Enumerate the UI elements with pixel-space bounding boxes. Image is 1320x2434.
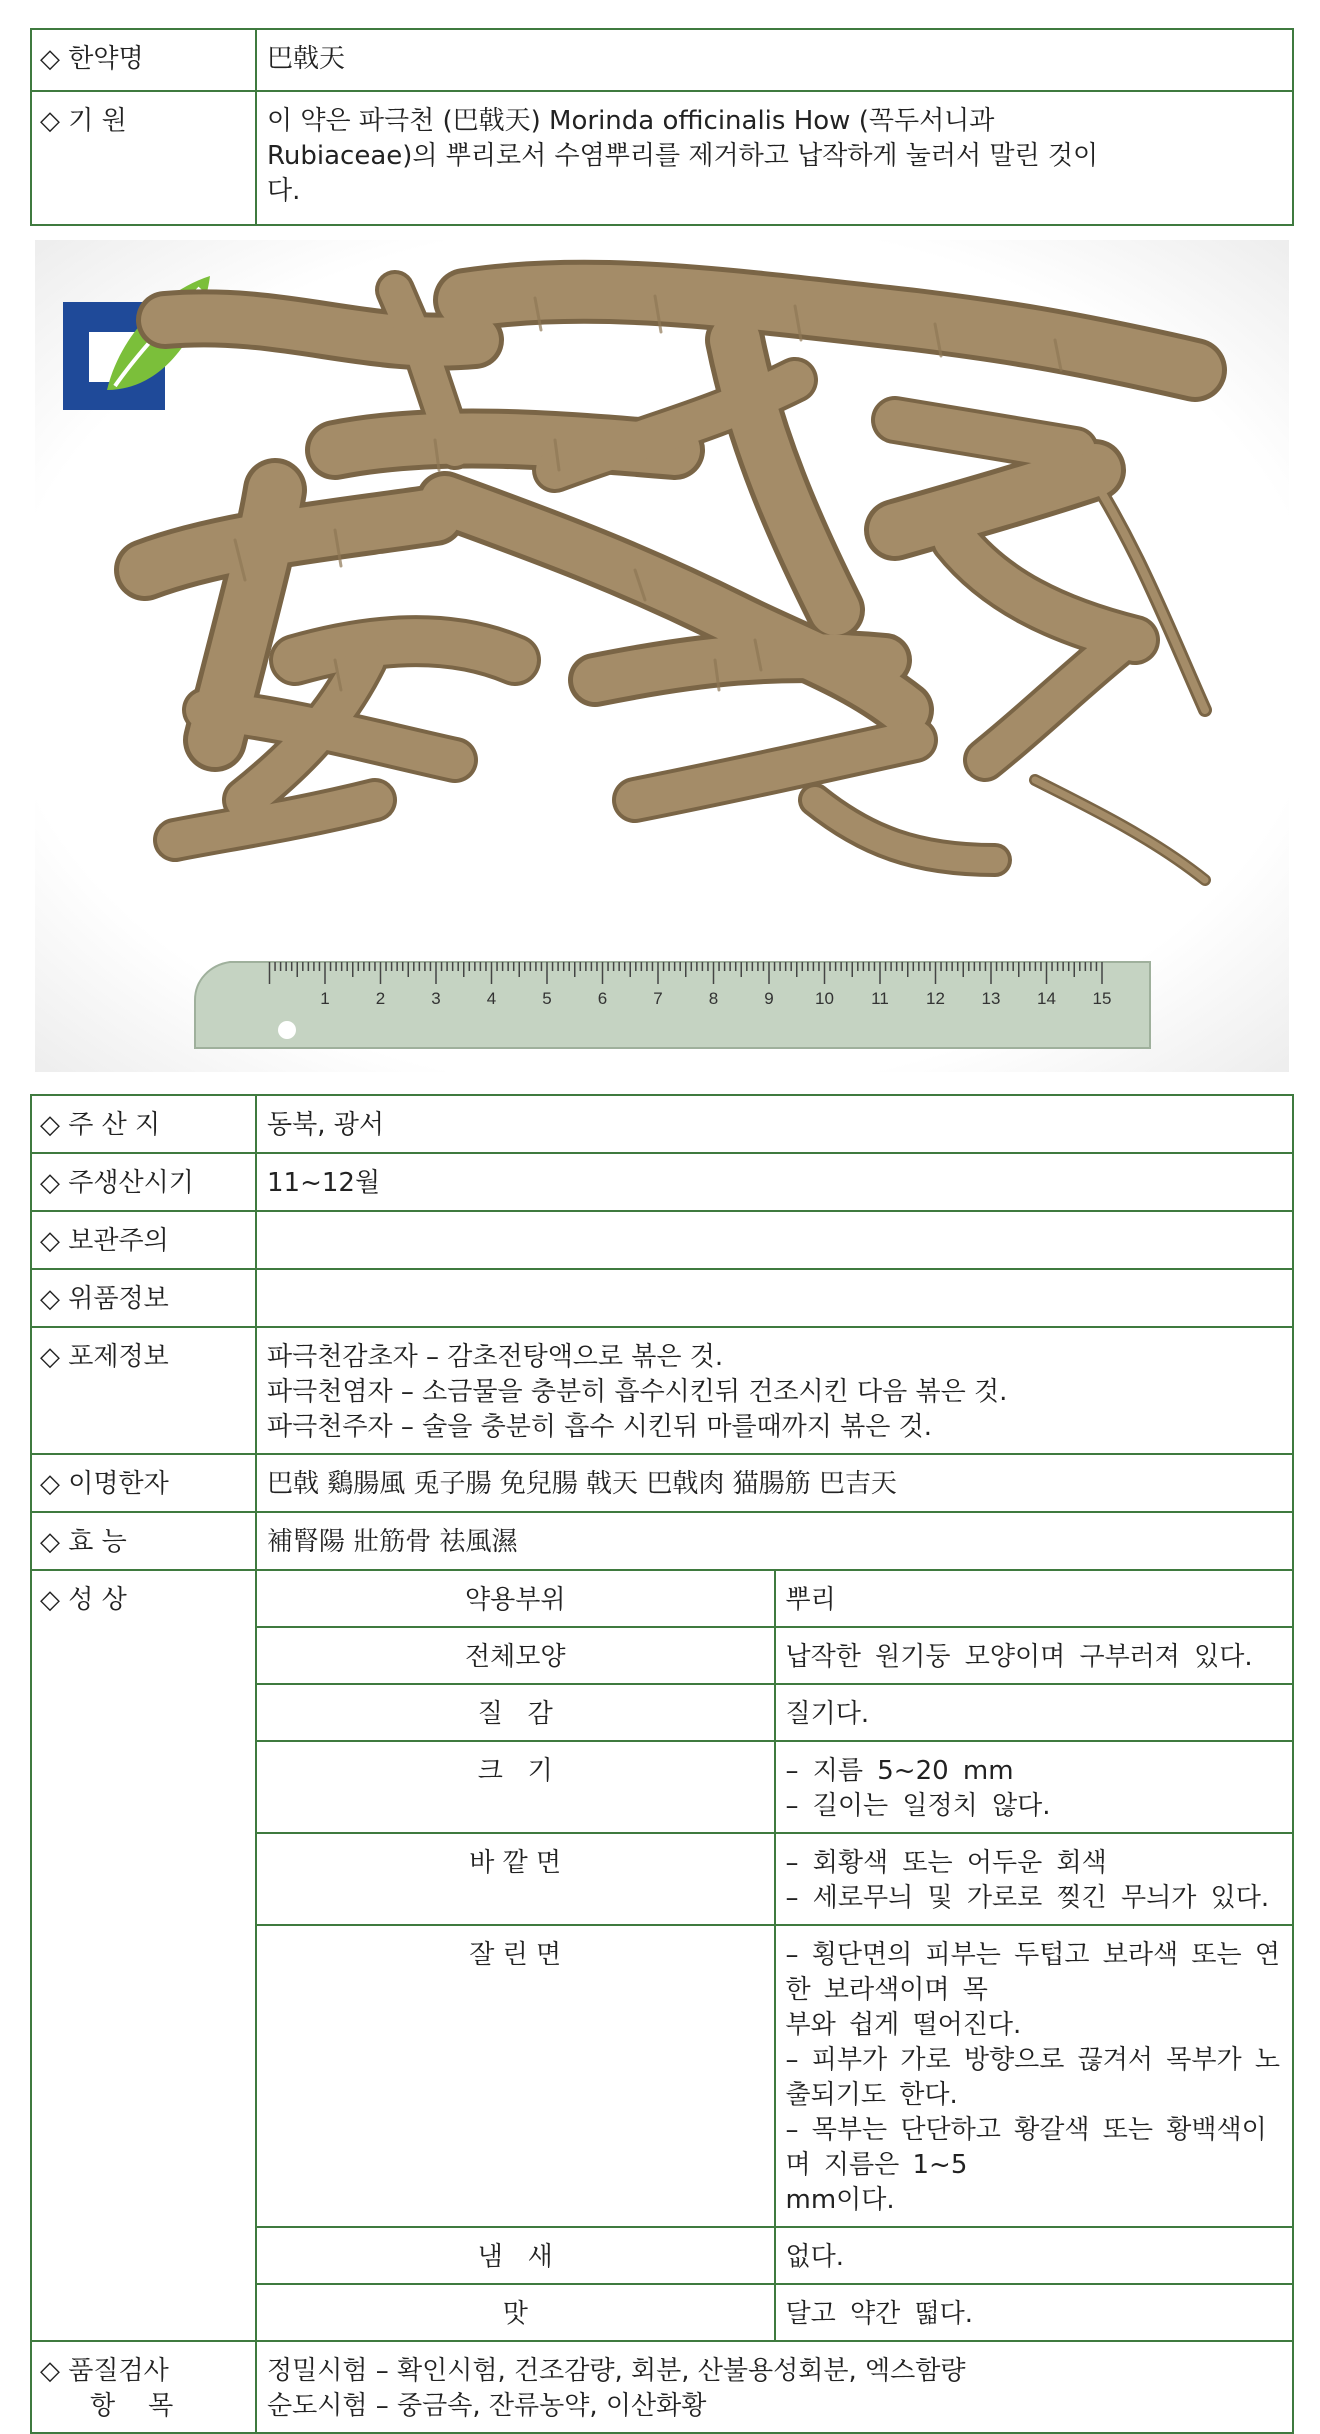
- processing-line: 파극천염자 – 소금물을 충분히 흡수시킨뒤 건조시킨 다음 볶은 것.: [267, 1377, 1008, 1407]
- property-value: [775, 1570, 1294, 1627]
- ruler-label: 10: [815, 989, 834, 1008]
- aliases-row: [31, 1454, 1293, 1512]
- property-line: – 목부는 단단하고 황갈색 또는 황백색이며 지름은 1~5: [785, 2115, 1267, 2180]
- ruler-label: 9: [764, 989, 774, 1008]
- property-line: – 길이는 일정치 않다.: [785, 1791, 1051, 1821]
- property-value: [775, 1925, 1294, 2227]
- property-key: 약용부위: [256, 1570, 775, 1627]
- property-line: 뿌리: [785, 1585, 836, 1615]
- ruler-label: 14: [1037, 989, 1056, 1008]
- property-line: 달고 약간 떫다.: [785, 2299, 973, 2329]
- efficacy-row: [31, 1512, 1293, 1570]
- aliases-value: 巴戟 鷄腸風 兎子腸 免兒腸 戟天 巴戟肉 猫腸筋 巴吉天: [256, 1454, 1293, 1512]
- herb-photo-drawing: [35, 240, 1289, 1072]
- processing-line: 파극천감초자 – 감초전탕액으로 볶은 것.: [267, 1342, 724, 1372]
- property-value: [775, 1627, 1294, 1684]
- property-value: [775, 1741, 1294, 1833]
- property-line: – 피부가 가로 방향으로 끊겨서 목부가 노출되기도 한다.: [785, 2045, 1280, 2110]
- property-key: 전체모양: [256, 1627, 775, 1684]
- storage-value: [256, 1211, 1293, 1269]
- quality-line: 순도시험 – 중금속, 잔류농약, 이산화황: [267, 2391, 707, 2421]
- ruler-label: 5: [542, 989, 552, 1008]
- quality-value: [256, 2341, 1293, 2433]
- property-line: – 세로무늬 및 가로로 찢긴 무늬가 있다.: [785, 1883, 1270, 1913]
- info-row: [31, 1269, 1293, 1327]
- harvest-period-value: 11~12월: [256, 1153, 1293, 1211]
- quality-line: 정밀시험 – 확인시험, 건조감량, 회분, 산불용성회분, 엑스함량: [267, 2356, 966, 2386]
- ruler: [195, 962, 1150, 1048]
- origin-line: Rubiaceae)의 뿌리로서 수염뿌리를 제거하고 납작하게 눌러서 말린 것이: [267, 141, 1099, 171]
- property-key: 잘 린 면: [256, 1925, 775, 2227]
- property-value: [775, 1833, 1294, 1925]
- counterfeit-label: ◇ 위품정보: [31, 1269, 256, 1327]
- property-line: 납작한 원기둥 모양이며 구부러져 있다.: [785, 1642, 1253, 1672]
- ruler-label: 6: [597, 989, 608, 1008]
- origin-region-value: 동북, 광서: [256, 1095, 1293, 1153]
- property-line: – 횡단면의 피부는 두텁고 보라색 또는 연한 보라색이며 목: [785, 1940, 1280, 2005]
- ruler-label: 15: [1092, 989, 1112, 1008]
- origin-value: [256, 91, 1293, 225]
- origin-region-label: ◇ 주 산 지: [31, 1095, 256, 1153]
- property-key: 질 감: [256, 1684, 775, 1741]
- quality-label-line: 항 목: [90, 2391, 174, 2421]
- property-line: 없다.: [785, 2242, 844, 2272]
- property-line: mm이다.: [785, 2185, 895, 2215]
- ruler-label: 12: [926, 989, 945, 1008]
- name-label: ◇ 한약명: [31, 29, 256, 91]
- ruler-label: 1: [320, 989, 330, 1008]
- ruler-label: 4: [486, 989, 497, 1008]
- property-key: 냄 새: [256, 2227, 775, 2284]
- origin-label: ◇ 기 원: [31, 91, 256, 225]
- property-line: – 회황색 또는 어두운 회색: [785, 1848, 1107, 1878]
- property-value: [775, 1684, 1294, 1741]
- property-line: – 지름 5~20 mm: [785, 1756, 1014, 1786]
- counterfeit-value: [256, 1269, 1293, 1327]
- herb-photo: [35, 240, 1289, 1072]
- storage-label: ◇ 보관주의: [31, 1211, 256, 1269]
- property-value: [775, 2284, 1294, 2341]
- efficacy-value: 補腎陽 壯筋骨 祛風濕: [256, 1512, 1293, 1570]
- ruler-label: 2: [375, 989, 386, 1008]
- processing-line: 파극천주자 – 술을 충분히 흡수 시킨뒤 마를때까지 볶은 것.: [267, 1412, 933, 1442]
- harvest-period-label: ◇ 주생산시기: [31, 1153, 256, 1211]
- property-key: 맛: [256, 2284, 775, 2341]
- processing-row: [31, 1327, 1293, 1454]
- ruler-label: 13: [981, 989, 1001, 1008]
- info-row: [31, 1211, 1293, 1269]
- property-line: 부와 쉽게 떨어진다.: [785, 2010, 1022, 2040]
- ruler-label: 3: [431, 989, 441, 1008]
- quality-label: [31, 2341, 256, 2433]
- name-value: 巴戟天: [256, 29, 1293, 91]
- info-row: [31, 1153, 1293, 1211]
- info-table: [30, 1094, 1294, 2434]
- ruler-label: 8: [708, 989, 719, 1008]
- property-row: [31, 1570, 1293, 1627]
- property-value: [775, 2227, 1294, 2284]
- origin-line: 이 약은 파극천 (巴戟天) Morinda officinalis How (꼭두서니과: [267, 106, 995, 136]
- property-key: 크 기: [256, 1741, 775, 1833]
- properties-label: ◇ 성 상: [31, 1570, 256, 2341]
- efficacy-label: ◇ 효 능: [31, 1512, 256, 1570]
- top-table: [30, 28, 1294, 226]
- quality-label-line: ◇ 품질검사: [40, 2356, 169, 2386]
- processing-value: [256, 1327, 1293, 1454]
- processing-label: ◇ 포제정보: [31, 1327, 256, 1454]
- info-row: [31, 1095, 1293, 1153]
- ruler-label: 7: [653, 989, 663, 1008]
- origin-line: 다.: [267, 176, 301, 206]
- ruler-label: 11: [871, 989, 889, 1008]
- quality-row: [31, 2341, 1293, 2433]
- aliases-label: ◇ 이명한자: [31, 1454, 256, 1512]
- name-row: [31, 29, 1293, 91]
- origin-row: [31, 91, 1293, 225]
- property-key: 바 깥 면: [256, 1833, 775, 1925]
- property-line: 질기다.: [785, 1699, 870, 1729]
